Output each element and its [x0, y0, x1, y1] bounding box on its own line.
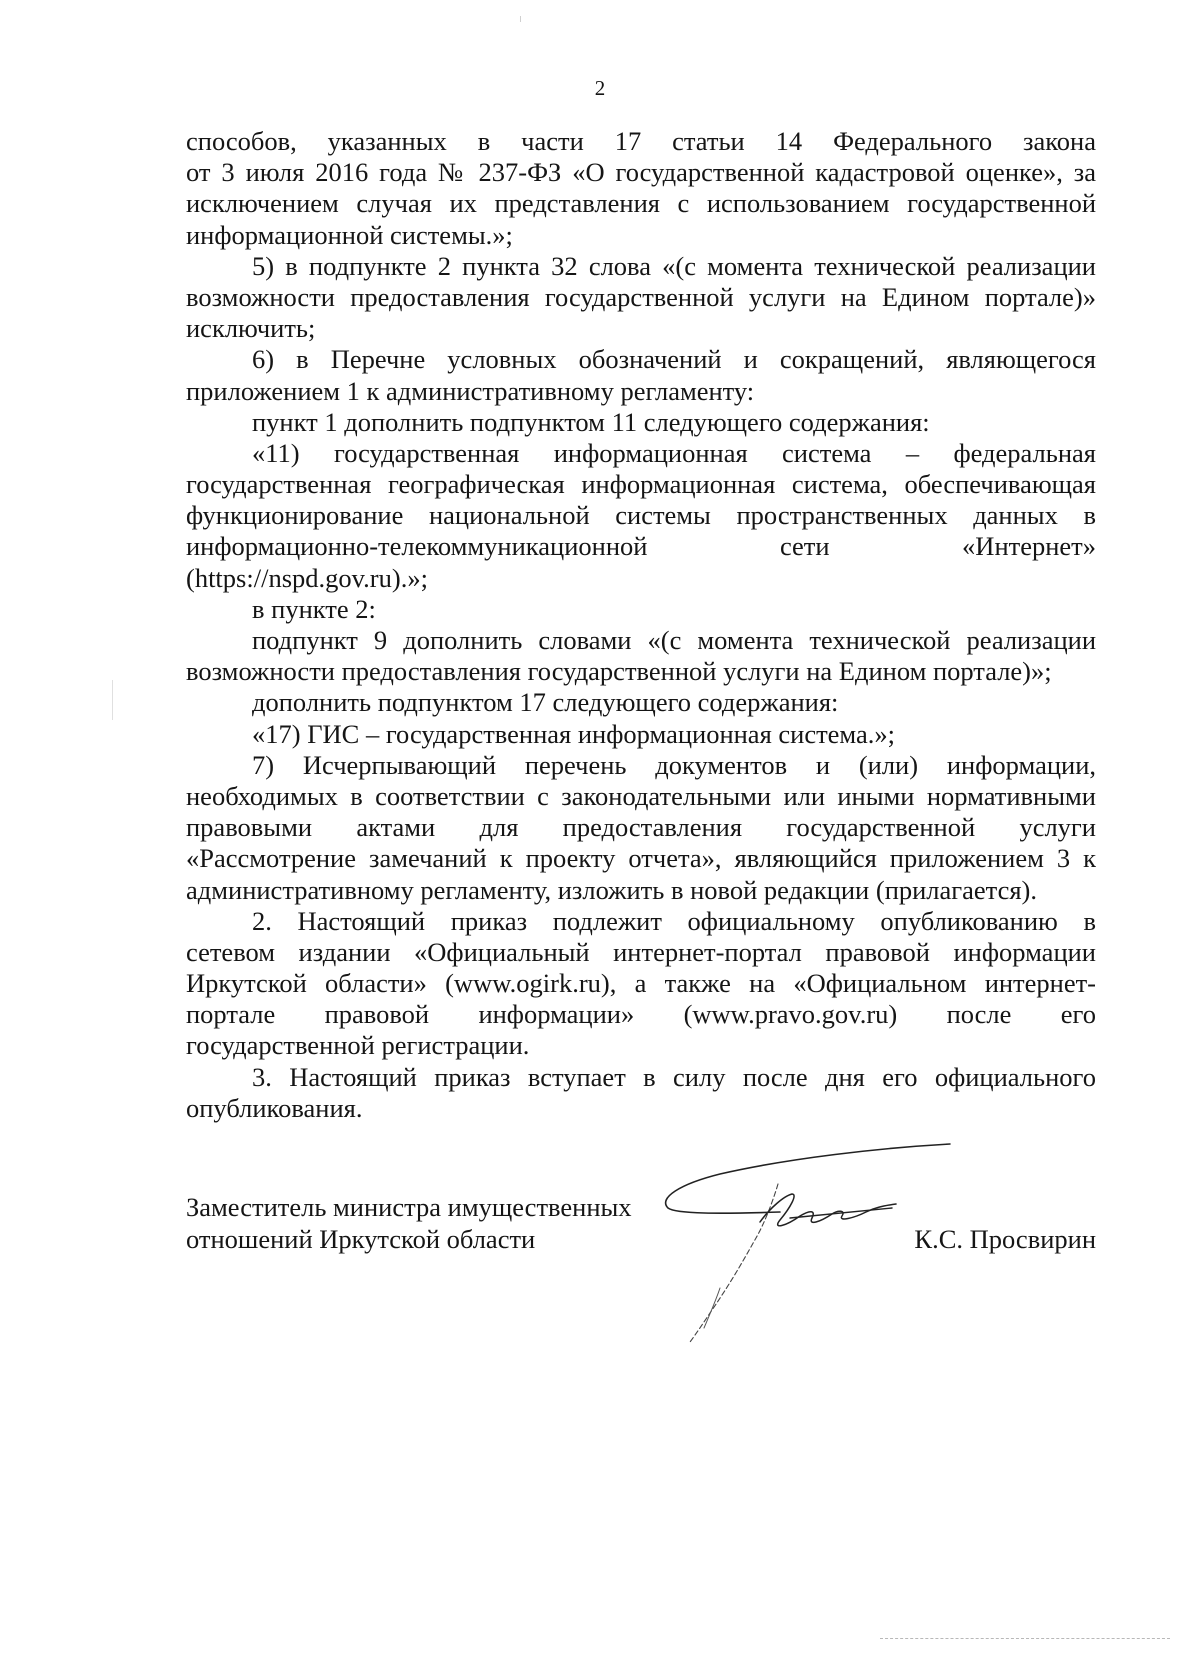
- text-line: административному регламенту, изложить в новой редакции (прилагается).: [186, 874, 1037, 905]
- text-line: правовыми актами для предоставления государственной услуги: [186, 812, 1096, 843]
- text-line: 6) в Перечне условных обозначений и сокращений, являющегося: [252, 344, 1096, 375]
- text-line: «Рассмотрение замечаний к проекту отчета», являющийся приложением 3 к: [186, 843, 1096, 874]
- text-line: информационной системы.»;: [186, 219, 513, 250]
- text-line: 3. Настоящий приказ вступает в силу после дня его официального: [252, 1061, 1096, 1092]
- text-line: информационно-телекоммуникационной сети «Интернет»: [186, 531, 1096, 562]
- text-line: функционирование национальной системы пространственных данных в: [186, 500, 1096, 531]
- text-line: исключить;: [186, 313, 316, 344]
- text-line: государственной регистрации.: [186, 1030, 530, 1061]
- text-line: от 3 июля 2016 года № 237-ФЗ «О государственной кадастровой оценке», за: [186, 157, 1096, 188]
- text-line: опубликования.: [186, 1092, 363, 1123]
- text-line: подпункт 9 дополнить словами «(с момента технической реализации: [252, 625, 1096, 655]
- document-body: [186, 126, 1096, 1124]
- text-line: способов, указанных в части 17 статьи 14 Федерального закона: [186, 126, 1096, 156]
- text-line: Иркутской области» (www.ogirk.ru), а также на «Официальном интернет-: [186, 968, 1096, 999]
- text-line: исключением случая их представления с использованием государственной: [186, 188, 1096, 219]
- signature-block: [186, 1192, 1096, 1255]
- text-line: сетевом издании «Официальный интернет-портал правовой информации: [186, 936, 1096, 967]
- text-line: 5) в подпункте 2 пункта 32 слова «(с момента технической реализации: [252, 250, 1096, 281]
- text-line: пункт 1 дополнить подпунктом 11 следующего содержания:: [252, 406, 930, 437]
- text-line: 2. Настоящий приказ подлежит официальному опубликованию в: [252, 905, 1096, 936]
- scan-mark: [520, 16, 521, 22]
- text-line: «17) ГИС – государственная информационная система.»;: [252, 718, 896, 749]
- text-line: возможности предоставления государственной услуги на Едином портале)»: [186, 281, 1096, 312]
- text-line: «11) государственная информационная система – федеральная: [252, 437, 1096, 468]
- text-line: 7) Исчерпывающий перечень документов и (или) информации,: [252, 749, 1096, 780]
- text-line: портале правовой информации» (www.pravo.gov.ru) после его: [186, 999, 1096, 1030]
- scan-edge-line: [880, 1638, 1170, 1639]
- text-line: (https://nspd.gov.ru).»;: [186, 562, 428, 593]
- text-line: в пункте 2:: [252, 593, 376, 624]
- text-line: дополнить подпунктом 17 следующего содержания:: [252, 687, 839, 718]
- signatory-name: К.С. Просвирин: [914, 1223, 1096, 1254]
- scan-mark: [112, 680, 113, 720]
- text-line: необходимых в соответствии с законодательными или иными нормативными: [186, 780, 1096, 811]
- signatory-position-line: отношений Иркутской области: [186, 1223, 536, 1254]
- text-line: возможности предоставления государственной услуги на Едином портале)»;: [186, 656, 1052, 687]
- text-line: приложением 1 к административному регламенту:: [186, 375, 755, 406]
- text-line: государственная географическая информационная система, обеспечивающая: [186, 469, 1096, 500]
- page-number: 2: [594, 76, 606, 100]
- signatory-position-line: Заместитель министра имущественных: [186, 1192, 632, 1222]
